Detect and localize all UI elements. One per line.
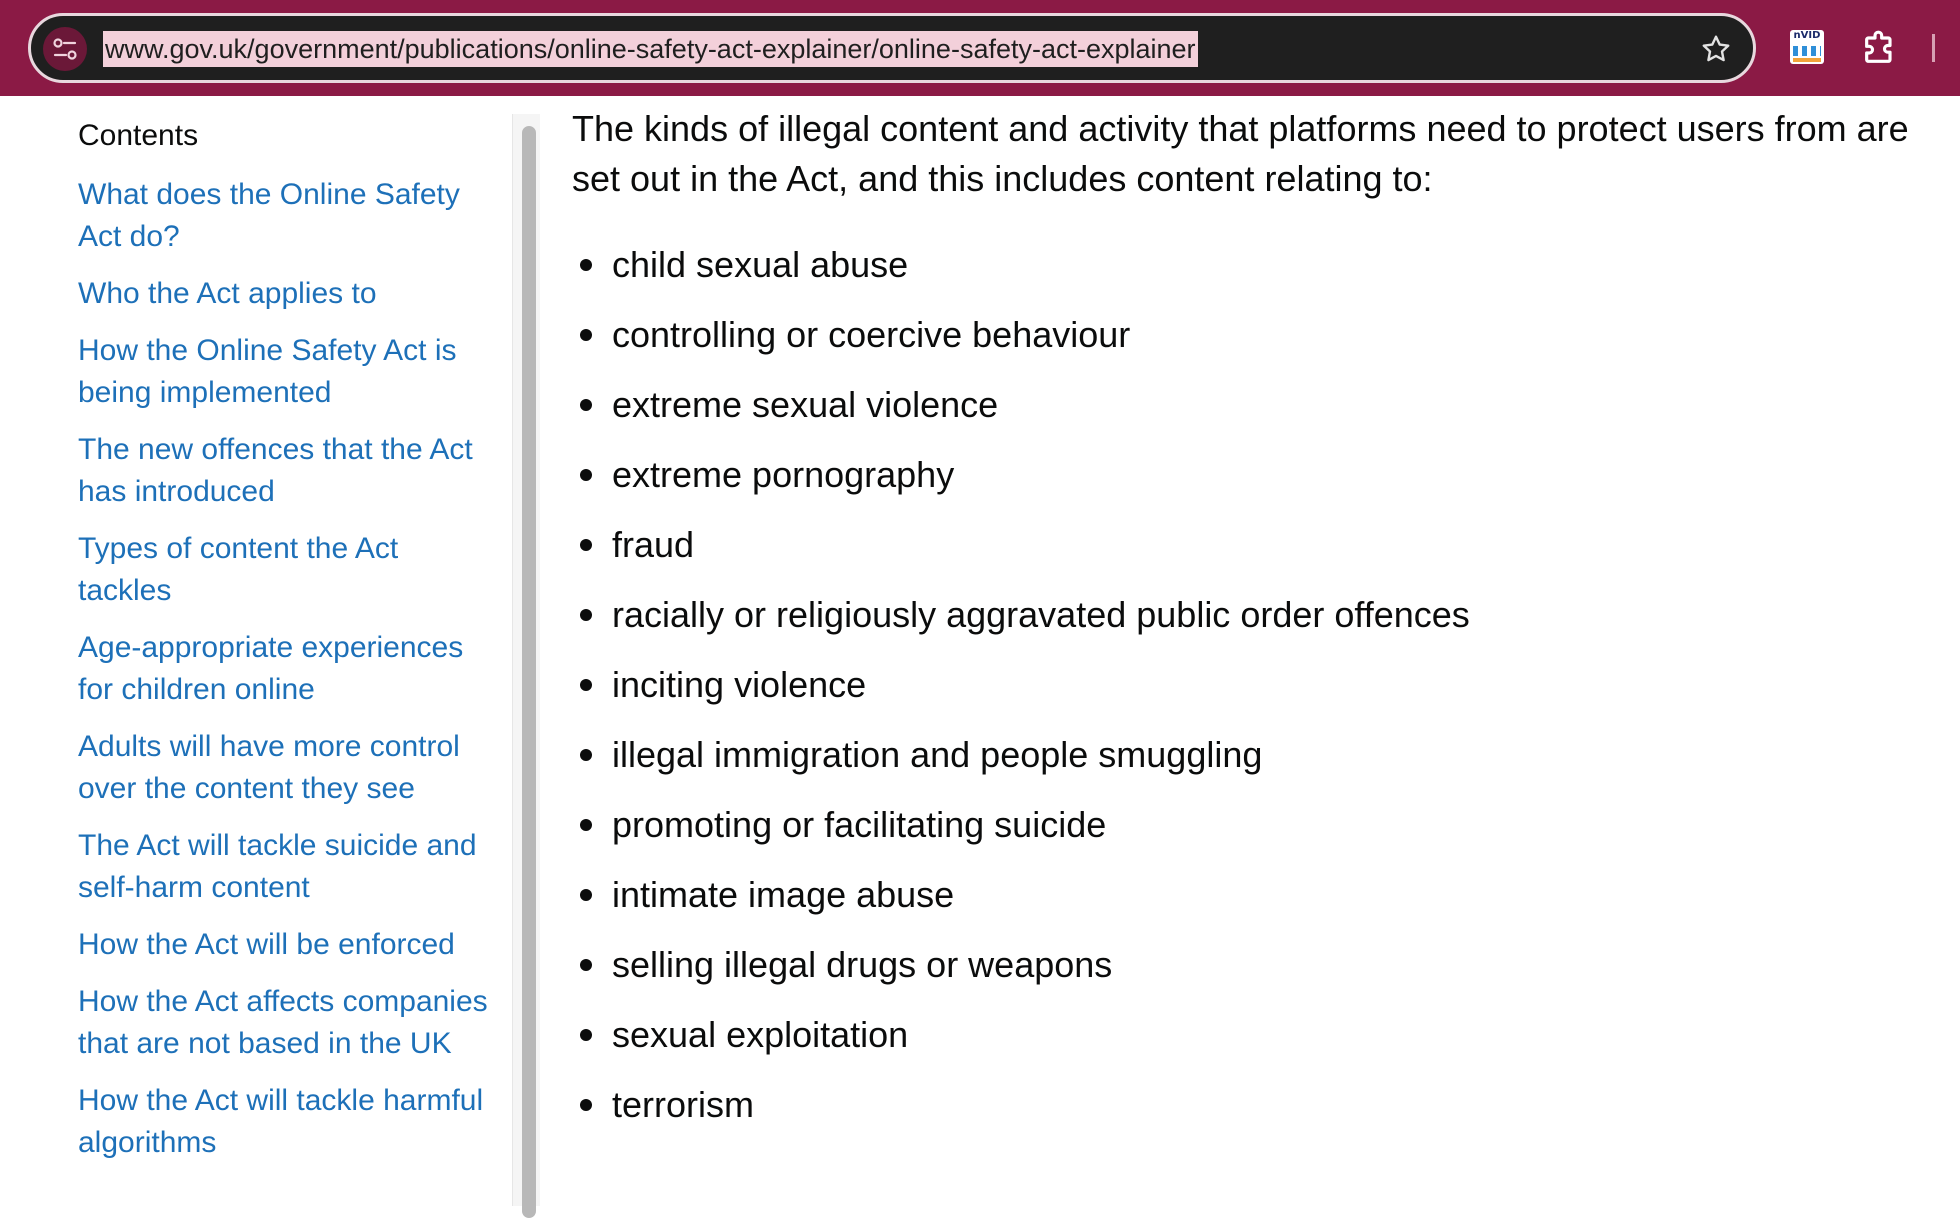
list-item (572, 310, 1470, 380)
contents-item (78, 1080, 498, 1164)
site-info-icon[interactable] (43, 27, 87, 71)
main-content (572, 96, 1960, 1206)
contents-link[interactable]: What does the Online Safety Act do? (78, 178, 460, 253)
contents-link[interactable]: The Act will tackle suicide and self-harm content (78, 829, 477, 904)
contents-item (78, 726, 498, 810)
bullet (580, 469, 592, 481)
list-item (572, 1010, 1470, 1080)
sidebar-scrollbar[interactable] (512, 114, 540, 1206)
list-item-text: sexual exploitation (612, 1014, 909, 1055)
bullet (580, 1099, 592, 1111)
list-item-text: extreme pornography (612, 454, 955, 495)
url-text[interactable]: www.gov.uk/government/publications/online-safety-act-explainer/online-safety-act-explainer (103, 31, 1198, 67)
contents-link[interactable]: Types of content the Act tackles (78, 532, 399, 607)
list-item-text: selling illegal drugs or weapons (612, 944, 1113, 985)
contents-sidebar (0, 96, 510, 1206)
contents-item (78, 825, 498, 909)
list-item (572, 1080, 1470, 1150)
sidebar-scrollbar-thumb[interactable] (522, 126, 536, 1218)
contents-link[interactable]: How the Online Safety Act is being implemented (78, 334, 457, 409)
browser-toolbar (0, 0, 1960, 96)
contents-list (78, 174, 498, 1179)
list-item-text: terrorism (612, 1084, 754, 1125)
bullet (580, 749, 592, 761)
extension-graphic (1793, 46, 1821, 56)
bullet (580, 259, 592, 271)
contents-link[interactable]: Who the Act applies to (78, 277, 377, 310)
extension-icon[interactable] (1790, 30, 1824, 64)
bullet (580, 609, 592, 621)
bullet (580, 1029, 592, 1041)
contents-item (78, 429, 498, 513)
list-item-text: illegal immigration and people smuggling (612, 734, 1263, 775)
contents-link[interactable]: How the Act will tackle harmful algorithms (78, 1084, 484, 1159)
list-item (572, 730, 1470, 800)
address-bar[interactable] (28, 13, 1756, 83)
list-item (572, 800, 1470, 870)
extension-label: nVID (1793, 30, 1821, 41)
list-item-text: promoting or facilitating suicide (612, 804, 1107, 845)
bullet (580, 539, 592, 551)
contents-item (78, 174, 498, 258)
contents-title: Contents (78, 119, 199, 152)
contents-link[interactable]: Adults will have more control over the content they see (78, 730, 460, 805)
list-item-text: controlling or coercive behaviour (612, 314, 1131, 355)
list-item (572, 240, 1470, 310)
contents-link[interactable]: How the Act will be enforced (78, 928, 455, 961)
contents-item (78, 981, 498, 1065)
list-item (572, 870, 1470, 940)
contents-item (78, 924, 498, 966)
contents-link[interactable]: How the Act affects companies that are not based in the UK (78, 985, 488, 1060)
bookmark-star-icon[interactable] (1697, 30, 1735, 68)
bullet (580, 329, 592, 341)
contents-link[interactable]: The new offences that the Act has introduced (78, 433, 473, 508)
list-item (572, 940, 1470, 1010)
extension-graphic-bar (1793, 58, 1821, 62)
bullet (580, 889, 592, 901)
bullet (580, 679, 592, 691)
bullet (580, 399, 592, 411)
list-item-text: racially or religiously aggravated public order offences (612, 594, 1470, 635)
contents-item (78, 273, 498, 315)
toolbar-divider (1932, 34, 1935, 62)
list-item (572, 520, 1470, 590)
extensions-puzzle-icon[interactable] (1860, 28, 1900, 68)
list-item-text: child sexual abuse (612, 244, 909, 285)
list-item (572, 380, 1470, 450)
contents-item (78, 330, 498, 414)
list-item-text: inciting violence (612, 664, 867, 705)
list-item (572, 660, 1470, 730)
list-item-text: intimate image abuse (612, 874, 955, 915)
contents-item (78, 528, 498, 612)
contents-item (78, 627, 498, 711)
list-item (572, 590, 1470, 660)
bullet (580, 819, 592, 831)
bullet (580, 959, 592, 971)
list-item-text: fraud (612, 524, 695, 565)
contents-link[interactable]: Age-appropriate experiences for children online (78, 631, 464, 706)
illegal-content-list (572, 240, 1470, 1150)
intro-paragraph: The kinds of illegal content and activity that platforms need to protect users from are set out in the Act, and this includes content relating to: (572, 108, 1909, 199)
list-item-text: extreme sexual violence (612, 384, 999, 425)
list-item (572, 450, 1470, 520)
